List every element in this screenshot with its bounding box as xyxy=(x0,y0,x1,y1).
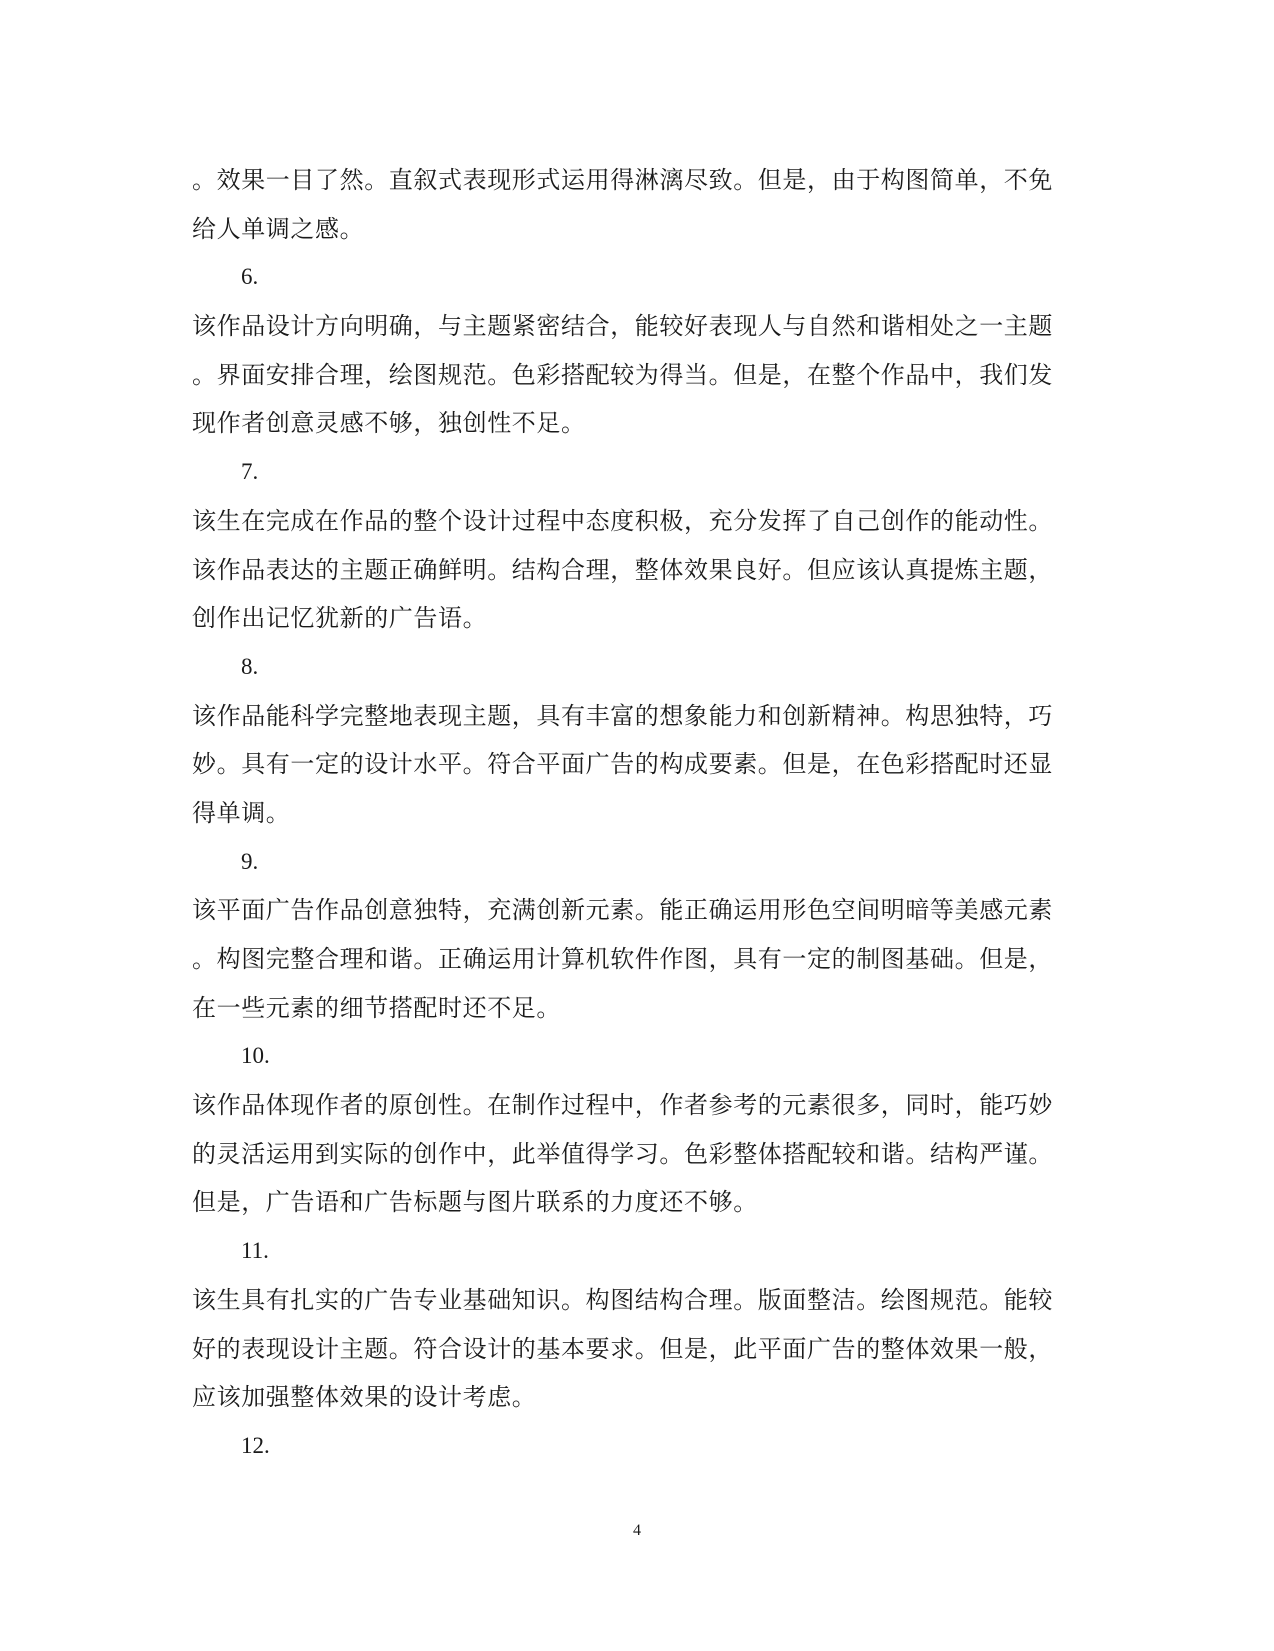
text-line: 在一些元素的细节搭配时还不足。 xyxy=(192,993,561,1022)
text-line: 。界面安排合理，绘图规范。色彩搭配较为得当。但是，在整个作品中，我们发 xyxy=(192,360,1053,389)
text-line: 妙。具有一定的设计水平。符合平面广告的构成要素。但是，在色彩搭配时还显 xyxy=(192,750,1053,779)
text-line: 。构图完整合理和谐。正确运用计算机软件作图，具有一定的制图基础。但是， xyxy=(192,945,1053,973)
text-line: 该作品能科学完整地表现主题，具有丰富的想象能力和创新精神。构思独特，巧 xyxy=(192,701,1053,730)
text-line: 该生在完成在作品的整个设计过程中态度积极，充分发挥了自己创作的能动性。 xyxy=(192,506,1053,535)
text-line: 该作品表达的主题正确鲜明。结构合理，整体效果良好。但应该认真提炼主题， xyxy=(192,555,1053,584)
text-line: 得单调。 xyxy=(192,798,291,827)
text-line: 但是，广告语和广告标题与图片联系的力度还不够。 xyxy=(192,1188,758,1217)
item-number: 8. xyxy=(241,653,259,679)
page-number: 4 xyxy=(633,1522,641,1539)
text-line: 。效果一目了然。直叙式表现形式运用得淋漓尽致。但是，由于构图简单，不免 xyxy=(192,166,1053,194)
text-line: 该生具有扎实的广告专业基础知识。构图结构合理。版面整洁。绘图规范。能较 xyxy=(192,1285,1053,1314)
text-line: 的灵活运用到实际的创作中，此举值得学习。色彩整体搭配较和谐。结构严谨。 xyxy=(192,1139,1053,1168)
text-line: 好的表现设计主题。符合设计的基本要求。但是，此平面广告的整体效果一般， xyxy=(192,1334,1053,1363)
item-number: 12. xyxy=(241,1432,270,1458)
document-body xyxy=(192,156,1072,1471)
item-number: 9. xyxy=(241,848,259,874)
item-number: 11. xyxy=(241,1238,269,1264)
text-line: 该平面广告作品创意独特，充满创新元素。能正确运用形色空间明暗等美感元素 xyxy=(192,896,1053,925)
text-line: 该作品体现作者的原创性。在制作过程中，作者参考的元素很多，同时，能巧妙 xyxy=(192,1091,1053,1120)
text-line: 创作出记忆犹新的广告语。 xyxy=(192,604,488,633)
text-line: 给人单调之感。 xyxy=(192,214,365,243)
text-line: 现作者创意灵感不够，独创性不足。 xyxy=(192,409,586,438)
text-line: 应该加强整体效果的设计考虑。 xyxy=(192,1383,537,1412)
item-number: 6. xyxy=(241,264,259,290)
item-number: 7. xyxy=(241,459,259,485)
text-line: 该作品设计方向明确，与主题紧密结合，能较好表现人与自然和谐相处之一主题 xyxy=(192,312,1053,341)
item-number: 10. xyxy=(241,1043,270,1069)
